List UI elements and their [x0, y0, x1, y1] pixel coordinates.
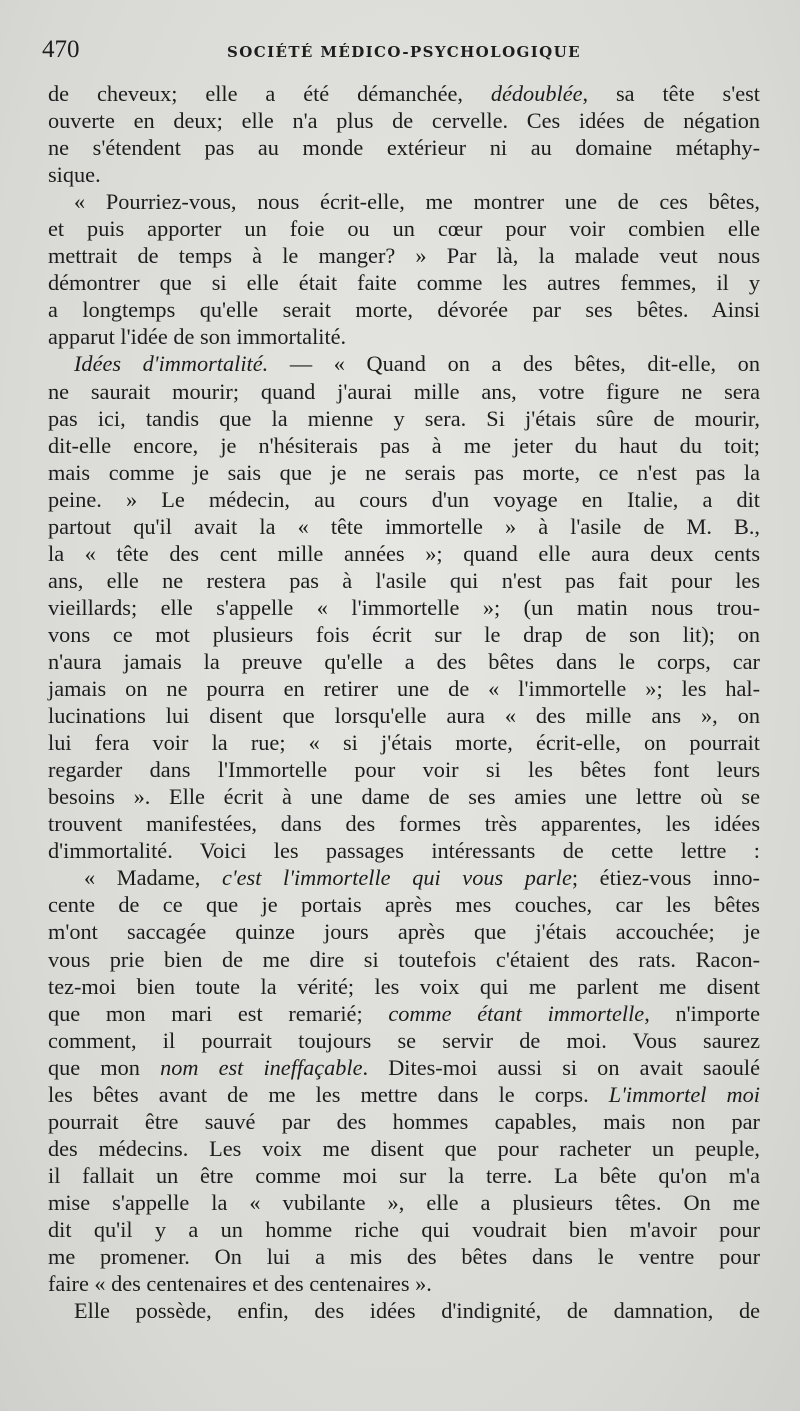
italic-text: comme étant immortelle [388, 1000, 645, 1026]
text-segment: ne saurait mourir; quand j'aurai mille ans, votre figure ne sera [48, 378, 760, 404]
text-segment: me promener. On lui a mis des bêtes dans le ventre pour [48, 1244, 760, 1270]
text-segment: sique. [48, 162, 101, 188]
text-line [48, 350, 760, 377]
text-segment: comment, il pourrait toujours se servir de moi. Vous saurez [48, 1027, 760, 1053]
text-segment: trouvent manifestées, dans des formes très apparentes, les idées [48, 811, 760, 837]
text-line [48, 621, 760, 648]
text-line [48, 1162, 760, 1189]
text-line [48, 756, 760, 783]
text-line [48, 80, 760, 107]
text-line [48, 1000, 760, 1027]
text-segment: , sa tête s'est [582, 81, 760, 106]
text-segment: démontrer que si elle était faite comme les autres femmes, il y [48, 270, 760, 296]
text-line [48, 648, 760, 675]
text-line [48, 918, 760, 945]
text-segment: que mon mari est remarié; [48, 1000, 389, 1026]
text-segment: vons ce mot plusieurs fois écrit sur le drap de son lit); on [48, 621, 760, 647]
text-segment: il fallait un être comme moi sur la terre. La bête qu'on m'a [48, 1162, 760, 1188]
text-line [48, 891, 760, 918]
text-line [48, 702, 760, 729]
text-line [48, 323, 760, 350]
text-segment: « Madame, [84, 865, 222, 891]
text-line [48, 486, 760, 513]
italic-text: dédoublée [490, 81, 583, 106]
text-line [48, 837, 760, 864]
text-line [48, 973, 760, 1000]
text-segment: — « Quand on a des bêtes, dit-elle, on [268, 351, 760, 377]
text-line [48, 1216, 760, 1243]
text-segment: les bêtes avant de me les mettre dans le corps. [48, 1081, 609, 1107]
running-head [42, 36, 760, 76]
text-segment: ; étiez-vous inno- [571, 865, 760, 891]
text-segment: regarder dans l'Immortelle pour voir si les bêtes font leurs [48, 757, 760, 783]
text-line [48, 783, 760, 810]
text-segment: de cheveux; elle a été démanchée, [48, 81, 491, 106]
text-line [48, 594, 760, 621]
italic-text: Idées d'immortalité. [74, 351, 269, 377]
text-segment: apparut l'idée de son immortalité. [48, 324, 347, 350]
text-line [48, 810, 760, 837]
text-line [48, 1108, 760, 1135]
text-segment: mettrait de temps à le manger? » Par là, la malade veut nous [48, 243, 760, 269]
text-line [48, 432, 760, 459]
text-line [48, 1297, 760, 1324]
text-line [48, 1189, 760, 1216]
text-segment: jamais on ne pourra en retirer une de « l'immortelle »; les hal- [48, 676, 760, 702]
text-segment: a longtemps qu'elle serait morte, dévorée par ses bêtes. Ainsi [48, 297, 760, 323]
text-line [48, 1027, 760, 1054]
text-line [48, 242, 760, 269]
text-line [48, 1054, 760, 1081]
text-segment: . Dites-moi aussi si on avait saoulé [362, 1054, 760, 1080]
text-line [48, 188, 760, 215]
journal-title: SOCIÉTÉ MÉDICO-PSYCHOLOGIQUE [227, 43, 581, 61]
text-segment: ouverte en deux; elle n'a plus de cervelle. Ces idées de négation [48, 108, 760, 134]
text-segment: n'aura jamais la preuve qu'elle a des bêtes dans le corps, car [48, 648, 760, 674]
text-segment: d'immortalité. Voici les passages intéressants de cette lettre : [48, 838, 760, 864]
text-line [48, 378, 760, 405]
text-segment: ans, elle ne restera pas à l'asile qui n'est pas fait pour les [48, 567, 760, 593]
text-segment: lucinations lui disent que lorsqu'elle aura « des mille ans », on [48, 703, 760, 729]
text-segment: lui fera voir la rue; « si j'étais morte, écrit-elle, on pourrait [48, 730, 760, 756]
text-line [48, 513, 760, 540]
text-line [48, 675, 760, 702]
text-line [48, 1135, 760, 1162]
text-line [48, 1243, 760, 1270]
text-segment: partout qu'il avait la « tête immortelle » à l'asile de M. B., [48, 513, 760, 539]
text-segment: pas ici, tandis que la mienne y sera. Si j'étais sûre de mourir, [48, 405, 760, 431]
text-segment: m'ont saccagée quinze jours après que j'étais accouchée; je [48, 919, 760, 945]
text-line [48, 864, 760, 891]
text-line [48, 946, 760, 973]
text-segment: « Pourriez-vous, nous écrit-elle, me montrer une de ces bêtes, [74, 189, 760, 215]
text-segment: vous prie bien de me dire si toutefois c'étaient des rats. Racon- [48, 946, 760, 972]
italic-text: L'immortel moi [608, 1081, 760, 1107]
text-line [48, 540, 760, 567]
text-segment: mise s'appelle la « vubilante », elle a plusieurs têtes. On me [48, 1189, 760, 1215]
text-segment: que mon [48, 1054, 161, 1080]
text-line [48, 269, 760, 296]
page-number: 470 [42, 36, 80, 63]
text-line [48, 567, 760, 594]
text-segment: , n'importe [644, 1000, 761, 1026]
text-segment: pourrait être sauvé par des hommes capables, mais non par [48, 1108, 760, 1134]
text-segment: tez-moi bien toute la vérité; les voix qui me parlent me disent [48, 973, 760, 999]
text-segment: Elle possède, enfin, des idées d'indignité, de damnation, de [74, 1298, 760, 1324]
text-segment: et puis apporter un foie ou un cœur pour voir combien elle [48, 216, 760, 242]
text-line [48, 459, 760, 486]
text-segment: ne s'étendent pas au monde extérieur ni au domaine métaphy- [48, 135, 760, 161]
italic-text: nom est ineffaçable [160, 1054, 363, 1080]
text-segment: cente de ce que je portais après mes couches, car les bêtes [48, 892, 760, 918]
text-line [48, 296, 760, 323]
text-line [48, 134, 760, 161]
text-line [48, 729, 760, 756]
text-segment: faire « des centenaires et des centenaires ». [48, 1271, 432, 1297]
text-segment: dit qu'il y a un homme riche qui voudrait bien m'avoir pour [48, 1216, 760, 1242]
body-text [48, 80, 760, 1324]
text-segment: mais comme je sais que je ne serais pas morte, ce n'est pas la [48, 459, 760, 485]
text-segment: peine. » Le médecin, au cours d'un voyage en Italie, a dit [48, 486, 760, 512]
text-line [48, 405, 760, 432]
text-line [48, 1081, 760, 1108]
text-segment: des médecins. Les voix me disent que pour racheter un peuple, [48, 1135, 760, 1161]
text-line [48, 107, 760, 134]
text-segment: besoins ». Elle écrit à une dame de ses amies une lettre où se [48, 784, 760, 810]
italic-text: c'est l'immortelle qui vous parle [221, 865, 572, 891]
text-line [48, 215, 760, 242]
text-segment: dit-elle encore, je n'hésiterais pas à me jeter du haut du toit; [48, 432, 760, 458]
text-line [48, 161, 760, 188]
text-segment: la « tête des cent mille années »; quand elle aura deux cents [48, 540, 760, 566]
text-segment: vieillards; elle s'appelle « l'immortelle »; (un matin nous trou- [48, 594, 760, 620]
text-line [48, 1270, 760, 1297]
